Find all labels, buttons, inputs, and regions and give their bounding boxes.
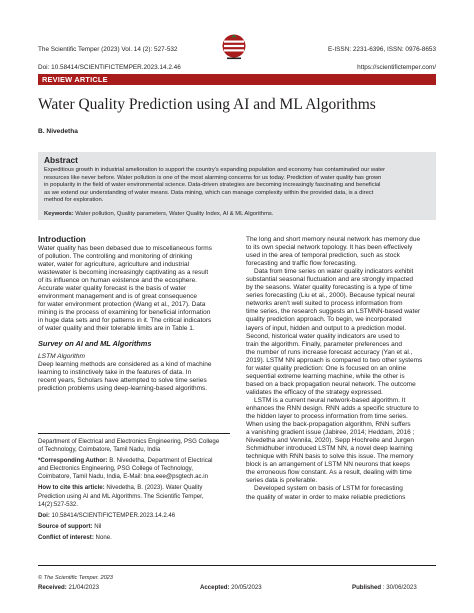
footer-divider — [38, 565, 436, 566]
abstract-line: resources like never before. Water pollution is one of the most alarming concerns for us today. Prediction of water quality has grown — [44, 174, 382, 181]
body-line: based on a back propagation neural network. The outcome — [246, 380, 416, 388]
body-line: LSTM is a current neural network-based algorithm. It — [254, 396, 406, 404]
body-line: sequential extreme learning machine, while the other is — [246, 372, 405, 380]
survey-heading: Survey on AI and ML Algorithms — [38, 338, 152, 348]
received-date — [38, 584, 99, 591]
right-column — [246, 236, 438, 502]
article-doi: Doi: 10.58414/SCIENTIFICTEMPER.2023.14.2.46 — [38, 64, 181, 71]
department-line: Department of Electrical and Electronics Engineering, PSG College — [38, 438, 220, 445]
lstm-heading: LSTM Algorithm — [38, 352, 86, 360]
body-line: to its own special network topology. It has been effectively — [246, 244, 413, 252]
published-value: : 30/06/2023 — [381, 584, 417, 591]
body-line: series data is preferable. — [246, 477, 318, 485]
published-date — [352, 584, 417, 591]
intro-line: water, water for agriculture, agriculture and industrial — [38, 261, 190, 269]
intro-line: of its influence on human existence and the ecosphere. — [38, 277, 197, 285]
body-line: Developed system on basis of LSTM for forecasting — [254, 485, 403, 493]
body-line: technique with RNN basis to solve this issue. The memory — [246, 453, 414, 461]
department-line: of Technology, Coimbatore, Tamil Nadu, India — [38, 446, 161, 454]
lstm-line: learning to instinctively take in the features of data. In — [38, 368, 192, 376]
intro-line: in huge data sets and for patterns in it. The critical indicators — [38, 317, 212, 325]
cite-label: How to cite this article: — [38, 484, 105, 492]
body-line: for water quality prediction: One is focused on an online — [246, 364, 407, 372]
corresponding-author-text: B. Nivedetha, Department of Electrical — [107, 457, 213, 465]
received-label: Received: — [38, 584, 67, 591]
body-line: validates the efficacy of the strategy expressed. — [246, 388, 383, 396]
cite-line: 14(2):527-532. — [38, 500, 78, 508]
body-line: series forecasting (Liu et al., 2000). Because typical neural — [246, 292, 415, 300]
cite-text: Nivedetha, B. (2023). Water Quality — [104, 484, 203, 492]
intro-line: mining is the process of examining for beneficial information — [38, 309, 211, 317]
accepted-label: Accepted: — [200, 584, 230, 591]
intro-line: wastewater is becoming increasingly captivating as a result — [38, 269, 209, 277]
body-line: train the algorithm. Finally, parameter preferences and — [246, 340, 402, 348]
doi-label: Doi: — [38, 511, 50, 519]
abstract-line: in popularity in the field of water environmental science. Data-driven strategies are becoming increasingly fascinating and beneficial — [44, 182, 381, 189]
intro-line: of pollution. The controlling and monitoring of drinking — [38, 253, 193, 261]
body-line: Second, historical water quality indicators are used to — [246, 332, 400, 340]
body-line: the quality of water in order to make reliable predictions — [246, 493, 406, 501]
lstm-line: Deep learning methods are considered as a kind of machine — [38, 360, 212, 368]
body-line: time series, the research suggests an LSTMNN-based water — [246, 308, 421, 316]
intro-line: environment management and is of great consequence — [38, 293, 197, 301]
support-value: Nil — [92, 522, 102, 530]
abstract-text — [44, 167, 431, 205]
body-line: used in the area of temporal prediction, such as stock — [246, 252, 400, 260]
intro-line: of water quality and their tolerable limits are in Table 1. — [38, 325, 195, 333]
doi-value[interactable]: 10.58414/SCIENTIFICTEMPER.2023.14.2.46 — [49, 511, 176, 519]
accepted-value: 20/05/2023 — [229, 584, 262, 591]
conflict-label: Conflict of interest: — [38, 533, 94, 541]
body-line: a vanishing gradient issue (Jabiree, 2014; Heddam, 2016 ; — [246, 429, 415, 437]
body-line: block is an arrangement of LSTM NN neurons that keeps — [246, 461, 411, 469]
conflict-info — [38, 534, 230, 542]
cite-line: Prediction using AI and ML Algorithms. The Scientific Temper, — [38, 492, 204, 500]
affiliation-block — [38, 438, 230, 542]
scientific-temper-logo — [221, 33, 247, 63]
published-label: Published — [352, 584, 382, 591]
conflict-value: None. — [93, 533, 112, 541]
body-line: When using the back-propagation algorithm, RNN suffers — [246, 421, 411, 429]
accepted-date — [200, 584, 262, 591]
intro-line: for water environment protection (Wang et al., 2017). Data — [38, 301, 206, 309]
cite-line — [38, 484, 230, 492]
received-value: 21/04/2023 — [66, 584, 99, 591]
abstract-line: method for exploration. — [44, 197, 104, 204]
journal-citation-line: The Scientific Temper (2023) Vol. 14 (2): 527-532 — [38, 46, 178, 53]
lstm-line: recent years, Scholars have attempted to solve time series — [38, 376, 207, 384]
keywords — [44, 210, 273, 218]
abstract-line: Expeditious growth in industrial amelioration to support the country's expanding population and economy has contaminated our water — [44, 167, 386, 173]
body-line: by the seasons. Water quality forecasting is a type of time — [246, 284, 412, 292]
support-label: Source of support: — [38, 522, 93, 530]
support-info — [38, 523, 230, 531]
corresponding-author-email[interactable]: Coimbatore, Tamil Nadu, India, E-Mail: bna.eee@psgtech.ac.in — [38, 473, 209, 481]
abstract-heading: Abstract — [44, 155, 78, 165]
body-line: quality prediction approach. To begin, we incorporated — [246, 316, 402, 324]
left-column — [38, 234, 230, 393]
body-line: The long and short memory neural network has memory due — [246, 236, 421, 243]
corresponding-author-line — [38, 457, 230, 465]
body-line: Schmidhuber introduced LSTM NN, a novel deep learning — [246, 445, 413, 453]
corresponding-author-label: *Corresponding Author: — [38, 457, 108, 465]
keywords-text: Water pollution, Quality parameters, Water Quality Index, AI & ML Algorithms. — [75, 211, 274, 217]
article-type-band: REVIEW ARTICLE — [38, 74, 436, 85]
introduction-heading: Introduction — [38, 235, 86, 244]
intro-line: Water quality has been debased due to miscellaneous forms — [38, 245, 212, 252]
intro-line: Accurate water quality forecast is the basis of water — [38, 285, 187, 293]
body-line: layers of input, hidden and output to a prediction model. — [246, 324, 407, 332]
doi-info — [38, 512, 230, 520]
body-line: networks aren't well suited to process information from — [246, 300, 403, 308]
body-line: 2019). LSTM NN approach is compared to two other systems — [246, 356, 423, 364]
body-line: the number of runs increase forecast accuracy (Yan et al., — [246, 348, 413, 356]
corresponding-author-line: and Electronics Engineering, PSG College of Technology, — [38, 465, 193, 473]
body-line: substantial seasonal fluctuation and are strongly impacted — [246, 276, 413, 284]
article-author: B. Nivedetha — [38, 128, 78, 135]
issn-line: E-ISSN: 2231-6396, ISSN: 0976-8653 — [328, 46, 436, 53]
abstract-line: as we extend our understanding of water means. Data mining, which can manage complexity within the provided data, is a direct — [44, 189, 374, 196]
body-line: enhances the RNN design. RNN adds a specific structure to — [246, 404, 419, 412]
body-line: forecasting and traffic flow forecasting. — [246, 260, 357, 268]
body-line: Data from time series on water quality indicators exhibit — [254, 268, 414, 276]
body-line: Nivedetha and Vennila, 2020). Sepp Hochreite and Jurgen — [246, 437, 415, 445]
journal-website-link[interactable]: https://scientifictemper.com/ — [357, 64, 436, 71]
body-line: the hidden layer to process information from time series. — [246, 413, 408, 421]
copyright-notice: © The Scientific Temper. 2023 — [38, 575, 113, 581]
keywords-label: Keywords: — [44, 211, 74, 217]
lstm-line: prediction problems using deep-learning-based algorithms. — [38, 384, 208, 392]
body-line: the erroneous flow constant. As a result, dealing with time — [246, 469, 412, 477]
article-title: Water Quality Prediction using AI and ML Algorithms — [38, 96, 376, 113]
affiliation-divider — [38, 433, 230, 434]
